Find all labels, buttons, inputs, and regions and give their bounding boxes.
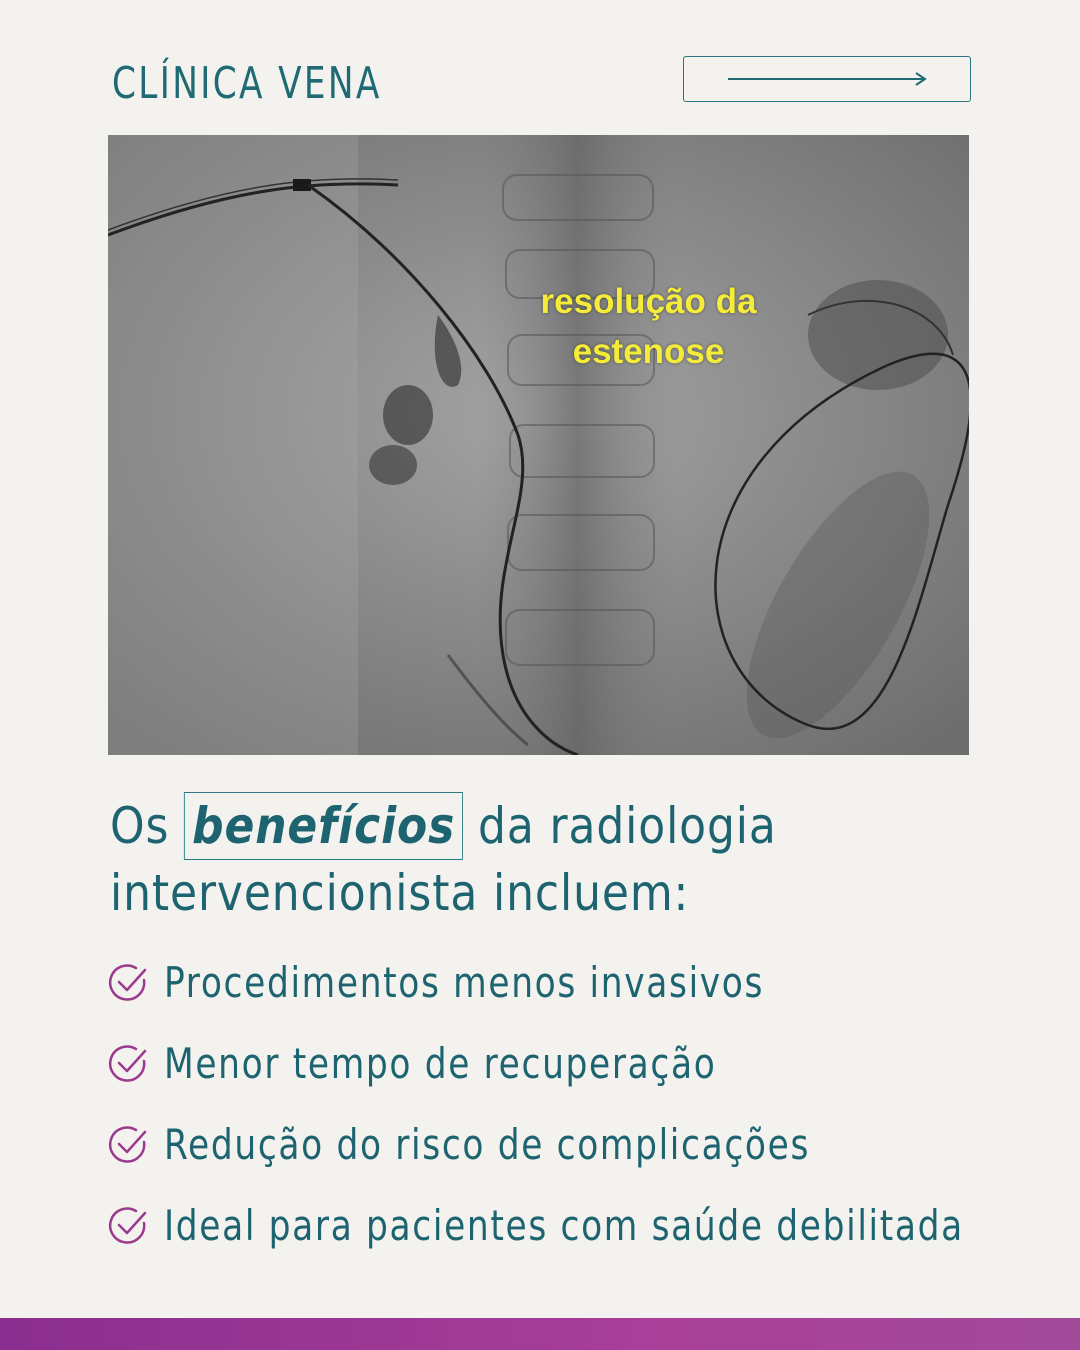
list-item	[106, 1104, 1080, 1185]
brand-logo-text: CLÍNICA VENA	[112, 58, 382, 109]
benefit-label: Menor tempo de recuperação	[164, 1039, 717, 1088]
headline-prefix: Os	[110, 797, 170, 855]
check-circle-icon	[106, 961, 150, 1005]
bottom-accent-bar	[0, 1318, 1080, 1350]
next-slide-button[interactable]	[683, 56, 971, 102]
check-circle-icon	[106, 1042, 150, 1086]
list-item	[106, 1185, 1080, 1266]
check-circle-icon	[106, 1123, 150, 1167]
xray-caption	[108, 277, 969, 377]
headline-suffix: da radiologia	[478, 797, 777, 855]
benefits-list	[106, 942, 1080, 1266]
benefit-label: Ideal para pacientes com saúde debilitada	[164, 1201, 964, 1250]
xray-image	[108, 135, 969, 755]
headline-line2: intervencionista incluem:	[110, 864, 690, 922]
check-circle-icon	[106, 1204, 150, 1248]
arrow-right-icon	[728, 71, 928, 87]
headline-highlight: benefícios	[184, 792, 463, 860]
list-item	[106, 1023, 1080, 1104]
headline	[110, 792, 902, 926]
benefit-label: Procedimentos menos invasivos	[164, 958, 765, 1007]
benefit-label: Redução do risco de complicações	[164, 1120, 811, 1169]
list-item	[106, 942, 1080, 1023]
xray-caption-line1: resolução da	[540, 282, 757, 321]
xray-caption-line2: estenose	[572, 332, 725, 371]
